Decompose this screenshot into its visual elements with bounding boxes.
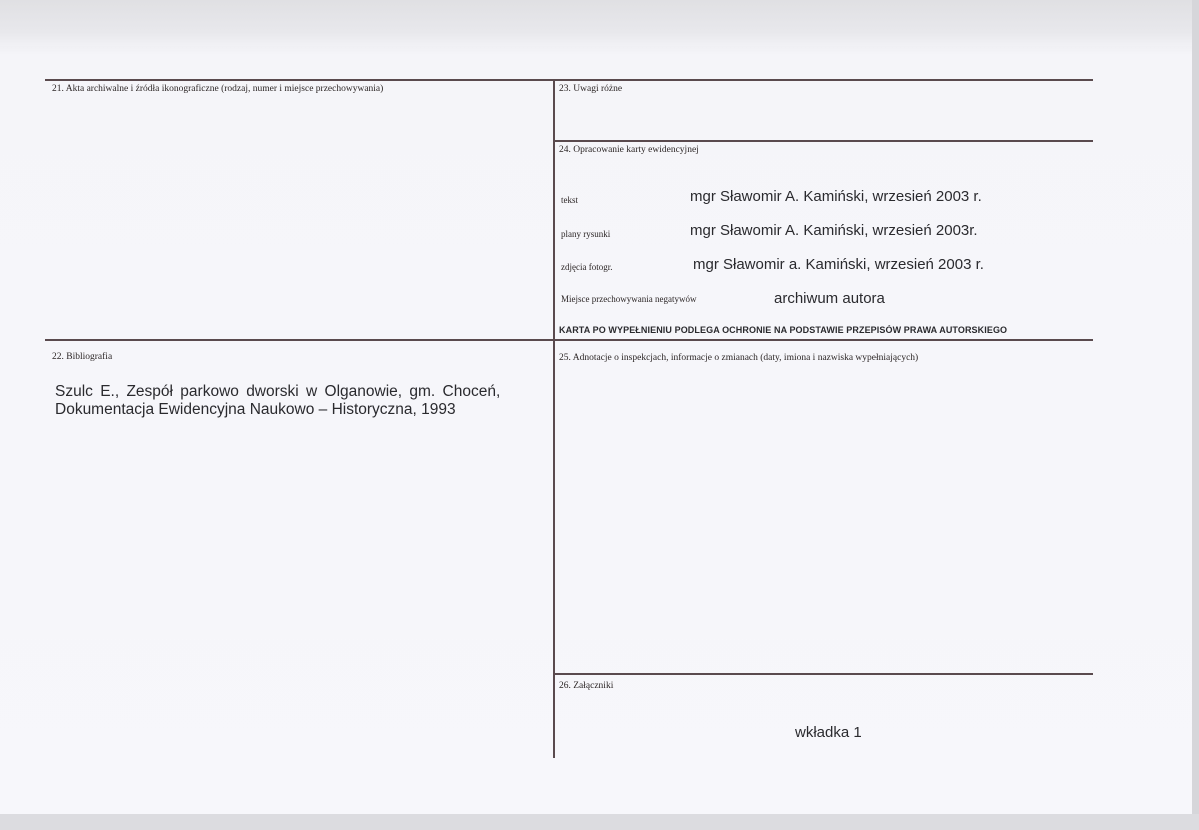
attachment-value: wkładka 1 <box>795 724 862 741</box>
center-divider <box>553 79 555 758</box>
section-26-label: 26. Załączniki <box>559 681 614 691</box>
section-24-label: 24. Opracowanie karty ewidencyjnej <box>559 145 699 155</box>
rule-25-26 <box>555 673 1093 675</box>
row-value-tekst: mgr Sławomir A. Kamiński, wrzesień 2003 r. <box>690 188 982 205</box>
row-label-tekst: tekst <box>561 195 578 205</box>
scan-bottom-band <box>0 814 1199 830</box>
row-value-zdjecia: mgr Sławomir a. Kamiński, wrzesień 2003 r. <box>693 256 984 273</box>
section-23-label: 23. Uwagi różne <box>559 84 623 94</box>
bibliography-entry <box>55 383 553 419</box>
scan-right-edge <box>1192 0 1199 830</box>
scan-top-shadow <box>0 0 1199 46</box>
row-label-zdjecia: zdjęcia fotogr. <box>561 262 613 272</box>
row-label-plany: plany rysunki <box>561 229 611 239</box>
middle-rule <box>45 339 1093 341</box>
section-25-label: 25. Adnotacje o inspekcjach, informacje o zmianach (daty, imiona i nazwiska wypełniających) <box>559 353 919 363</box>
top-rule <box>45 79 1093 81</box>
rule-23-24 <box>555 140 1093 142</box>
row-value-plany: mgr Sławomir A. Kamiński, wrzesień 2003r. <box>690 222 978 239</box>
section-22-label: 22. Bibliografia <box>52 352 113 362</box>
copyright-note: KARTA PO WYPEŁNIENIU PODLEGA OCHRONIE NA PODSTAWIE PRZEPISÓW PRAWA AUTORSKIEGO <box>559 325 1008 335</box>
storage-label: Miejsce przechowywania negatywów <box>561 294 697 304</box>
storage-value: archiwum autora <box>774 290 885 307</box>
bibliography-line-1: Szulc E., Zespół parkowo dworski w Olganowie, gm. Choceń, <box>55 383 501 400</box>
section-21-label: 21. Akta archiwalne i źródła ikonograficzne (rodzaj, numer i miejsce przechowywania) <box>52 84 384 94</box>
bibliography-line-2: Dokumentacja Ewidencyjna Naukowo – Historyczna, 1993 <box>55 401 456 418</box>
